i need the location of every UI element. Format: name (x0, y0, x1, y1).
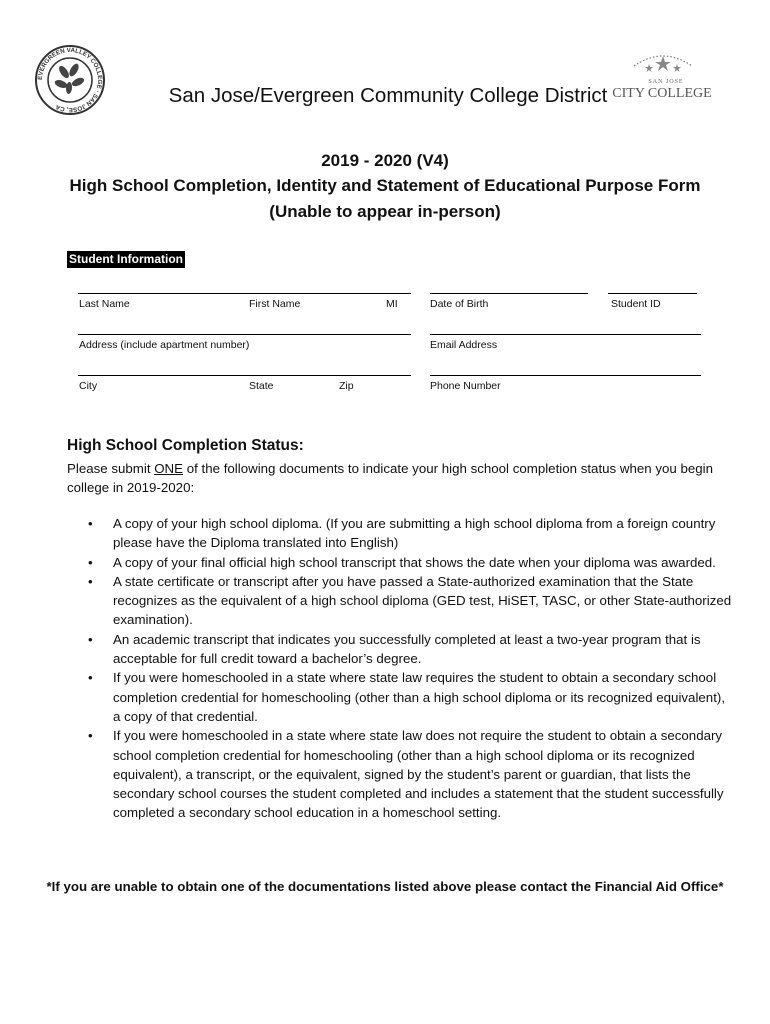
list-item: • If you were homeschooled in a state where state law does not require the student to obtain a secondary school completion credential for homeschooling (other than a high school diploma or its recognized equivalent), a transcript, or the equivalent, signed by the student’s parent or guardian, that lists the secondary school courses the student completed and includes a statement that the student successfully completed a secondary school education in a homeschool setting. (88, 728, 724, 821)
hs-completion-heading: High School Completion Status: (67, 437, 304, 454)
zip-label: Zip (339, 380, 354, 392)
last-name-label: Last Name (79, 298, 130, 310)
list-item: • A state certificate or transcript after you have passed a State-authorized examination that the State recognizes as the equivalent of a high school diploma (GED test, HiSET, TASC, or other State-authorized examination). (88, 573, 732, 628)
hs-completion-intro: Please submit ONE of the following documents to indicate your high school completion status when you begin college in 2019-2020: (67, 461, 714, 496)
one-emphasis: ONE (154, 461, 184, 476)
email-label: Email Address (430, 339, 498, 351)
list-item: • An academic transcript that indicates you successfully completed at least a two-year program that is acceptable for full credit toward a bachelor’s degree. (88, 631, 701, 667)
mi-label: MI (386, 298, 398, 310)
student-id-label: Student ID (611, 298, 661, 310)
student-information-label: Student Information (69, 252, 183, 266)
financial-aid-note: *If you are unable to obtain one of the documentations listed above please contact the Financial Aid Office* (46, 879, 724, 894)
state-label: State (249, 380, 274, 392)
student-id-field-line[interactable] (608, 293, 697, 294)
bullet-icon: • (88, 670, 93, 686)
phone-field-line[interactable] (430, 375, 701, 376)
dob-field-line[interactable] (430, 293, 588, 294)
email-field-line[interactable] (430, 334, 701, 335)
bullet-icon: • (88, 728, 93, 744)
svg-text:SAN JOSE: SAN JOSE (648, 79, 684, 85)
first-name-label: First Name (249, 298, 301, 310)
svg-text:EVERGREEN VALLEY COLLEGE · SAN: EVERGREEN VALLEY COLLEGE · SAN JOSE, CA (36, 46, 104, 114)
svg-text:CITY COLLEGE: CITY COLLEGE (612, 86, 712, 101)
dob-label: Date of Birth (430, 298, 489, 310)
bullet-icon: • (88, 516, 93, 531)
form-title: High School Completion, Identity and Statement of Educational Purpose Form (69, 176, 701, 195)
address-field-line[interactable] (78, 334, 411, 335)
address-label: Address (include apartment number) (79, 339, 250, 351)
form-year-version: 2019 - 2020 (V4) (321, 151, 449, 170)
city-label: City (79, 380, 98, 392)
bullet-icon: • (88, 631, 93, 647)
district-name: San Jose/Evergreen Community College District (168, 84, 608, 107)
bullet-icon: • (88, 554, 93, 570)
form-subtitle: (Unable to appear in-person) (269, 202, 501, 221)
document-options-list (67, 514, 735, 823)
city-state-zip-field-line[interactable] (78, 375, 411, 376)
phone-label: Phone Number (430, 380, 501, 392)
list-item: • A copy of your final official high school transcript that shows the date when your diploma was awarded. (67, 553, 735, 572)
bullet-icon: • (88, 573, 93, 589)
list-item: • If you were homeschooled in a state where state law requires the student to obtain a secondary school completion credential for homeschooling (other than a high school diploma or its recognized equivalent), a copy of that credential. (88, 670, 726, 724)
name-field-line[interactable] (78, 293, 411, 294)
list-item: • A copy of your high school diploma. (If you are submitting a high school diploma from a foreign country please have the Diploma translated into English) (88, 516, 716, 551)
